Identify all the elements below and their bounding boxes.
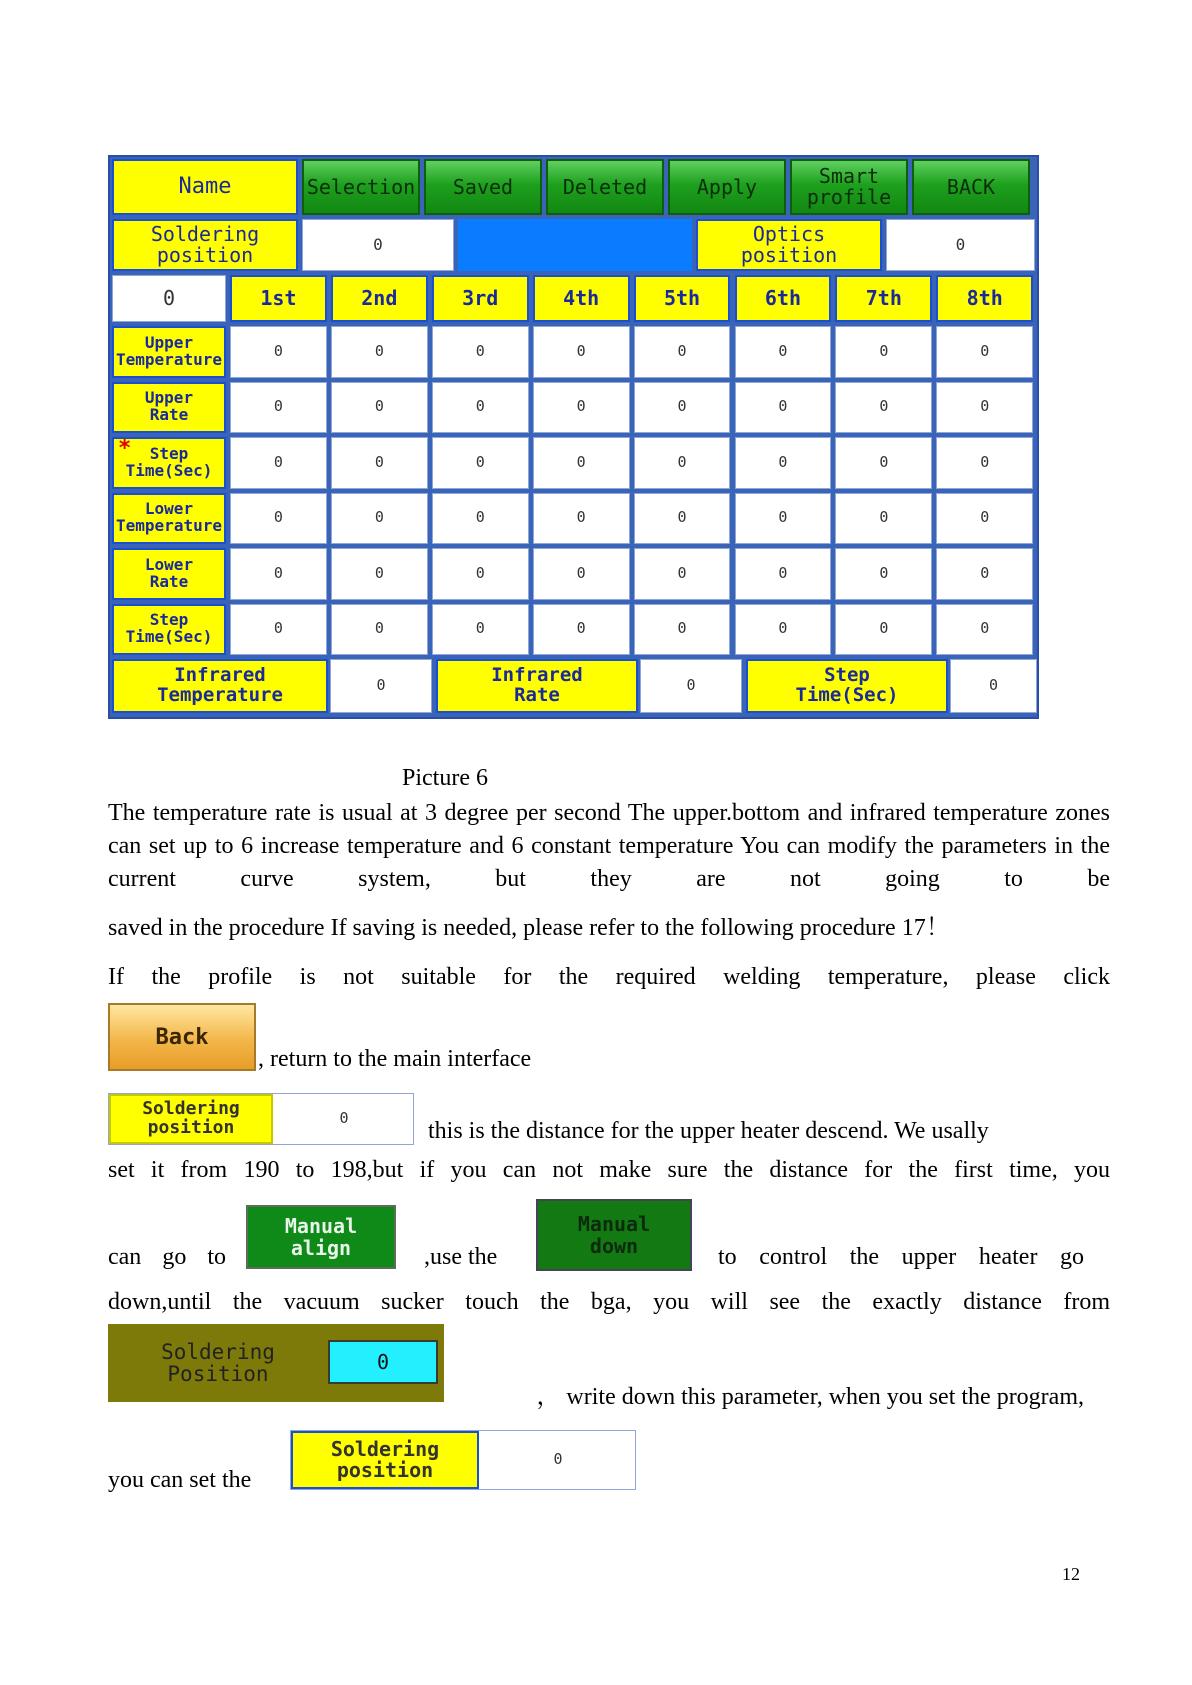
value-input-r5-c6[interactable]: 0	[735, 548, 832, 600]
final-widget-value: 0	[553, 1450, 563, 1469]
value-input-r3-c4[interactable]: 0	[533, 437, 630, 489]
value-input-r6-c7[interactable]: 0	[835, 604, 932, 656]
value-input-r5-c1[interactable]: 0	[230, 548, 327, 600]
row-label-6: Step Time(Sec)	[112, 604, 226, 656]
row-label-1: Upper Temperature	[112, 326, 226, 378]
manual-align-button-image: Manual align	[246, 1205, 396, 1269]
soldering-position-widget	[108, 1093, 414, 1145]
name-label: Name	[112, 159, 298, 215]
to-control-text: to control the upper heater go	[718, 1244, 1084, 1270]
value-input-r4-c8[interactable]: 0	[936, 493, 1033, 545]
step-index-input[interactable]: 0	[112, 275, 226, 322]
value-input-r4-c7[interactable]: 0	[835, 493, 932, 545]
value-input-r1-c7[interactable]: 0	[835, 326, 932, 378]
manual-down-button-image: Manual down	[536, 1199, 692, 1271]
optics-position-input[interactable]: 0	[886, 219, 1035, 271]
value-input-r5-c5[interactable]: 0	[634, 548, 731, 600]
value-input-r5-c3[interactable]: 0	[432, 548, 529, 600]
value-input-r1-c6[interactable]: 0	[735, 326, 832, 378]
tab-2[interactable]: Saved	[424, 159, 542, 215]
value-input-r2-c7[interactable]: 0	[835, 382, 932, 434]
value-input-r2-c5[interactable]: 0	[634, 382, 731, 434]
can-go-to-text: can go to	[108, 1244, 226, 1270]
value-input-r1-c1[interactable]: 0	[230, 326, 327, 378]
figure-caption: Picture 6	[402, 765, 488, 791]
bottom-input-2[interactable]: 0	[640, 659, 742, 713]
value-input-r2-c8[interactable]: 0	[936, 382, 1033, 434]
value-input-r6-c1[interactable]: 0	[230, 604, 327, 656]
value-input-r6-c3[interactable]: 0	[432, 604, 529, 656]
bottom-label-1: Infrared Temperature	[112, 659, 328, 713]
distance-text-continued: set it from 190 to 198,but if you can not make sure the distance for the first time, you	[108, 1157, 1110, 1183]
value-input-r4-c3[interactable]: 0	[432, 493, 529, 545]
value-input-r1-c5[interactable]: 0	[634, 326, 731, 378]
distance-text: this is the distance for the upper heater descend. We usally	[428, 1118, 989, 1144]
value-input-r3-c6[interactable]: 0	[735, 437, 832, 489]
value-input-r6-c4[interactable]: 0	[533, 604, 630, 656]
final-widget-label: Soldering position	[291, 1431, 479, 1489]
column-header-8: 8th	[936, 275, 1033, 322]
bottom-label-2: Infrared Rate	[436, 659, 638, 713]
soldering-position-label: Soldering position	[112, 219, 298, 271]
value-input-r5-c7[interactable]: 0	[835, 548, 932, 600]
column-header-5: 5th	[634, 275, 731, 322]
value-input-r1-c8[interactable]: 0	[936, 326, 1033, 378]
value-input-r5-c2[interactable]: 0	[331, 548, 428, 600]
column-header-1: 1st	[230, 275, 327, 322]
value-input-r2-c1[interactable]: 0	[230, 382, 327, 434]
column-header-6: 6th	[735, 275, 832, 322]
soldering-position-readout-image	[108, 1324, 444, 1402]
value-input-r3-c2[interactable]: 0	[331, 437, 428, 489]
tab-6[interactable]: BACK	[912, 159, 1030, 215]
bottom-label-3: Step Time(Sec)	[746, 659, 948, 713]
value-input-r3-c5[interactable]: 0	[634, 437, 731, 489]
tab-4[interactable]: Apply	[668, 159, 786, 215]
optics-position-label: Optics position	[696, 219, 882, 271]
row-label-3: Step Time(Sec) *	[112, 437, 226, 489]
value-input-r3-c1[interactable]: 0	[230, 437, 327, 489]
row-label-5: Lower Rate	[112, 548, 226, 600]
value-input-r3-c3[interactable]: 0	[432, 437, 529, 489]
value-input-r1-c2[interactable]: 0	[331, 326, 428, 378]
soldering-readout-value: 0	[328, 1340, 438, 1384]
value-input-r6-c6[interactable]: 0	[735, 604, 832, 656]
use-the-text: ,use the	[424, 1244, 498, 1270]
row-label-2: Upper Rate	[112, 382, 226, 434]
value-input-r4-c4[interactable]: 0	[533, 493, 630, 545]
back-button-image: Back	[108, 1003, 256, 1071]
paragraph-saving-note: saved in the procedure If saving is needed, please refer to the following procedure 17！	[108, 915, 950, 941]
soldering-widget-value: 0	[339, 1109, 349, 1128]
down-until-text: down,until the vacuum sucker touch the bga, you will see the exactly distance from	[108, 1289, 1110, 1315]
final-soldering-widget	[290, 1430, 636, 1490]
value-input-r1-c3[interactable]: 0	[432, 326, 529, 378]
soldering-widget-label: Soldering position	[109, 1094, 273, 1144]
soldering-readout-label: Soldering Position	[161, 1339, 275, 1386]
column-header-7: 7th	[835, 275, 932, 322]
value-input-r6-c2[interactable]: 0	[331, 604, 428, 656]
blank-status-block	[458, 219, 692, 271]
tab-5[interactable]: Smart profile	[790, 159, 908, 215]
required-star-icon: *	[118, 436, 132, 461]
value-input-r5-c4[interactable]: 0	[533, 548, 630, 600]
value-input-r4-c1[interactable]: 0	[230, 493, 327, 545]
value-input-r6-c8[interactable]: 0	[936, 604, 1033, 656]
paragraph-temperature-rate: The temperature rate is usual at 3 degree per second The upper.bottom and infrared temperature zones can set up to 6 increase temperature and 6 constant temperature You can modify the parameters in the current curve system, but they are not going to be	[108, 800, 1110, 892]
column-header-2: 2nd	[331, 275, 428, 322]
value-input-r2-c2[interactable]: 0	[331, 382, 428, 434]
value-input-r2-c3[interactable]: 0	[432, 382, 529, 434]
row-label-4: Lower Temperature	[112, 493, 226, 545]
value-input-r1-c4[interactable]: 0	[533, 326, 630, 378]
write-down-text: ， write down this parameter, when you set the program,	[536, 1384, 1084, 1410]
you-can-set-text: you can set the	[108, 1467, 252, 1493]
tab-3[interactable]: Deleted	[546, 159, 664, 215]
value-input-r3-c8[interactable]: 0	[936, 437, 1033, 489]
value-input-r5-c8[interactable]: 0	[936, 548, 1033, 600]
value-input-r4-c6[interactable]: 0	[735, 493, 832, 545]
tab-1[interactable]: Selection	[302, 159, 420, 215]
value-input-r6-c5[interactable]: 0	[634, 604, 731, 656]
value-input-r2-c6[interactable]: 0	[735, 382, 832, 434]
value-input-r4-c5[interactable]: 0	[634, 493, 731, 545]
bottom-input-3[interactable]: 0	[950, 659, 1037, 713]
bottom-input-1[interactable]: 0	[330, 659, 432, 713]
column-header-3: 3rd	[432, 275, 529, 322]
profile-settings-panel	[108, 155, 1039, 719]
column-header-4: 4th	[533, 275, 630, 322]
value-input-r4-c2[interactable]: 0	[331, 493, 428, 545]
paragraph-profile-not-suitable: If the profile is not suitable for the required welding temperature, please click	[108, 964, 1110, 990]
return-main-text: , return to the main interface	[258, 1046, 532, 1072]
value-input-r2-c4[interactable]: 0	[533, 382, 630, 434]
page-number: 12	[1062, 1564, 1080, 1584]
value-input-r3-c7[interactable]: 0	[835, 437, 932, 489]
soldering-position-input[interactable]: 0	[302, 219, 454, 271]
